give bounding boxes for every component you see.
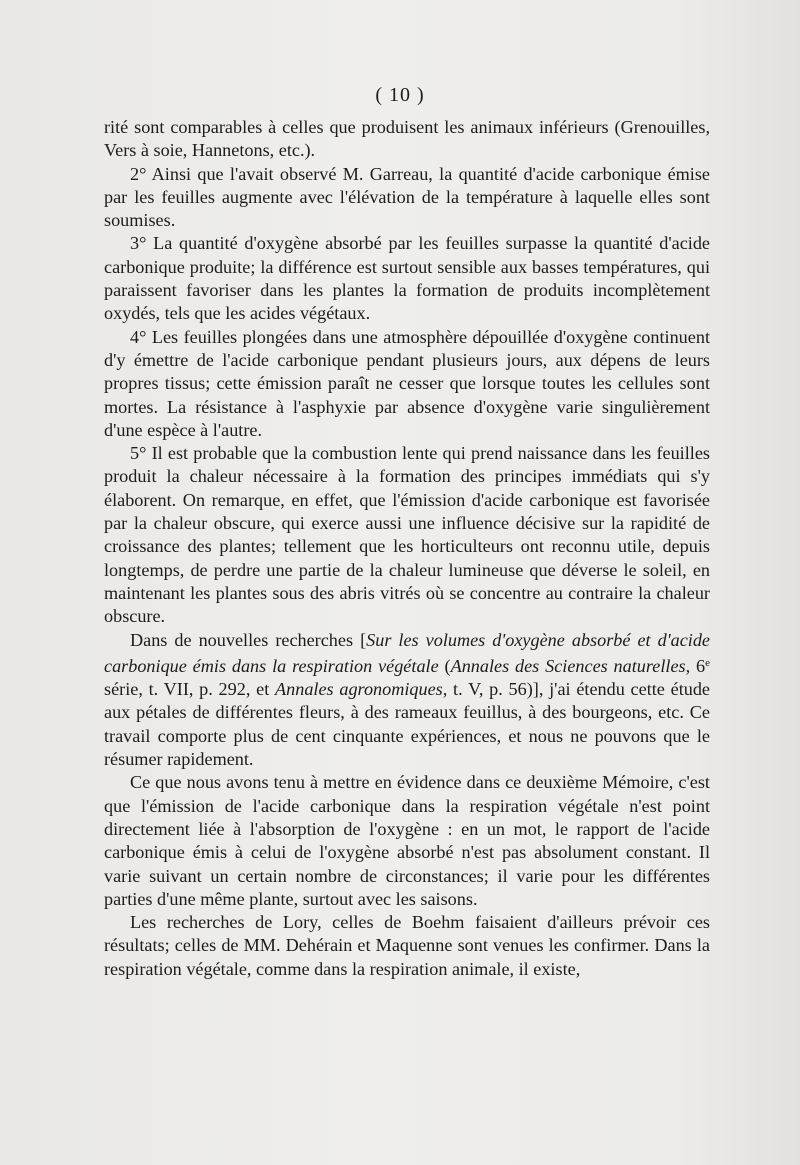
- text-run: Annales agronomiques,: [275, 679, 448, 700]
- paragraph-4: [104, 442, 710, 628]
- text-run: Sur les volumes d'oxygène absorbé et d'acide carbonique émis dans la respiration végétale: [104, 629, 710, 676]
- text-run: série, t. VII, p. 292, et: [104, 679, 276, 700]
- text-run: 5° Il est probable que la combustion lente qui prend naissance dans les feuilles produit la chaleur nécessaire à la formation des principes immédiats qui s'y élaborent. On remarque, en effet, que l'émission d'acide carbonique est favorisée par la chaleur obscure, qui exerce aussi une influence décisive sur la rapidité de croissance des plantes; tellement que les horticulteurs ont reconnu utile, depuis longtemps, de perdre une partie de la chaleur lumineuse que déverse le soleil, en maintenant les plantes sous des abris vitrés où se concentre au contraire la chaleur obscure.: [104, 443, 710, 627]
- text-run: 3° La quantité d'oxygène absorbé par les feuilles surpasse la quantité d'acide carbonique produite; la différence est surtout sensible aux basses températures, qui paraissent favoriser dans les plantes la formation de produits incomplètement oxydés, tels que les acides végétaux.: [104, 233, 710, 324]
- paragraph-6: [104, 771, 710, 911]
- body-text: [104, 116, 710, 981]
- paragraph-2: [104, 232, 710, 325]
- text-run: (: [438, 655, 451, 676]
- text-run: Ce que nous avons tenu à mettre en évidence dans ce deuxième Mémoire, c'est que l'émission de l'acide carbonique dans la respiration végétale n'est point directement liée à l'absorption de l'oxygène : en un mot, le rapport de l'acide carbonique émis à celui de l'oxygène absorbé n'est pas absolument constant. Il varie suivant un certain nombre de circonstances; il varie pour les différentes parties d'une même plante, surtout avec les saisons.: [104, 772, 710, 909]
- text-run: 6: [690, 655, 706, 676]
- text-run: 4° Les feuilles plongées dans une atmosphère dépouillée d'oxygène continuent d'y émettre de l'acide carbonique pendant plusieurs jours, aux dépens de leurs propres tissus; cette émission paraît ne cesser que lorsque toutes les cellules sont mortes. La résistance à l'asphyxie par absence d'oxygène varie singulièrement d'une espèce à l'autre.: [104, 326, 710, 440]
- text-run: rité sont comparables à celles que produisent les animaux inférieurs (Grenouilles, Vers à soie, Hannetons, etc.).: [104, 117, 710, 161]
- text-run: Annales des Sciences naturelles,: [450, 655, 691, 676]
- paragraph-7: [104, 911, 710, 981]
- text-run: e: [705, 656, 711, 669]
- text-run: 2° Ainsi que l'avait observé M. Garreau, la quantité d'acide carbonique émise par les feuilles augmente avec l'élévation de la température à laquelle elles sont soumises.: [104, 163, 710, 231]
- text-run: Les recherches de Lory, celles de Boehm faisaient d'ailleurs prévoir ces résultats; celles de MM. Dehérain et Maquenne sont venues les confirmer. Dans la respiration végétale, comme dans la respiration animale, il existe,: [104, 912, 710, 979]
- text-run: t. V, p. 56)], j'ai étendu cette étude aux pétales de différentes fleurs, à des rameaux feuillus, à des bourgeons, etc. Ce travail comporte plus de cent cinquante expériences, et nous ne pouvons que le résumer rapidement.: [104, 679, 711, 770]
- text-run: Dans de nouvelles recherches [: [130, 629, 367, 650]
- paragraph-1: [104, 163, 710, 233]
- paragraph-5: [104, 629, 710, 772]
- page-number: ( 10 ): [375, 84, 425, 106]
- paragraph-0: [104, 116, 710, 163]
- paragraph-3: [104, 326, 710, 442]
